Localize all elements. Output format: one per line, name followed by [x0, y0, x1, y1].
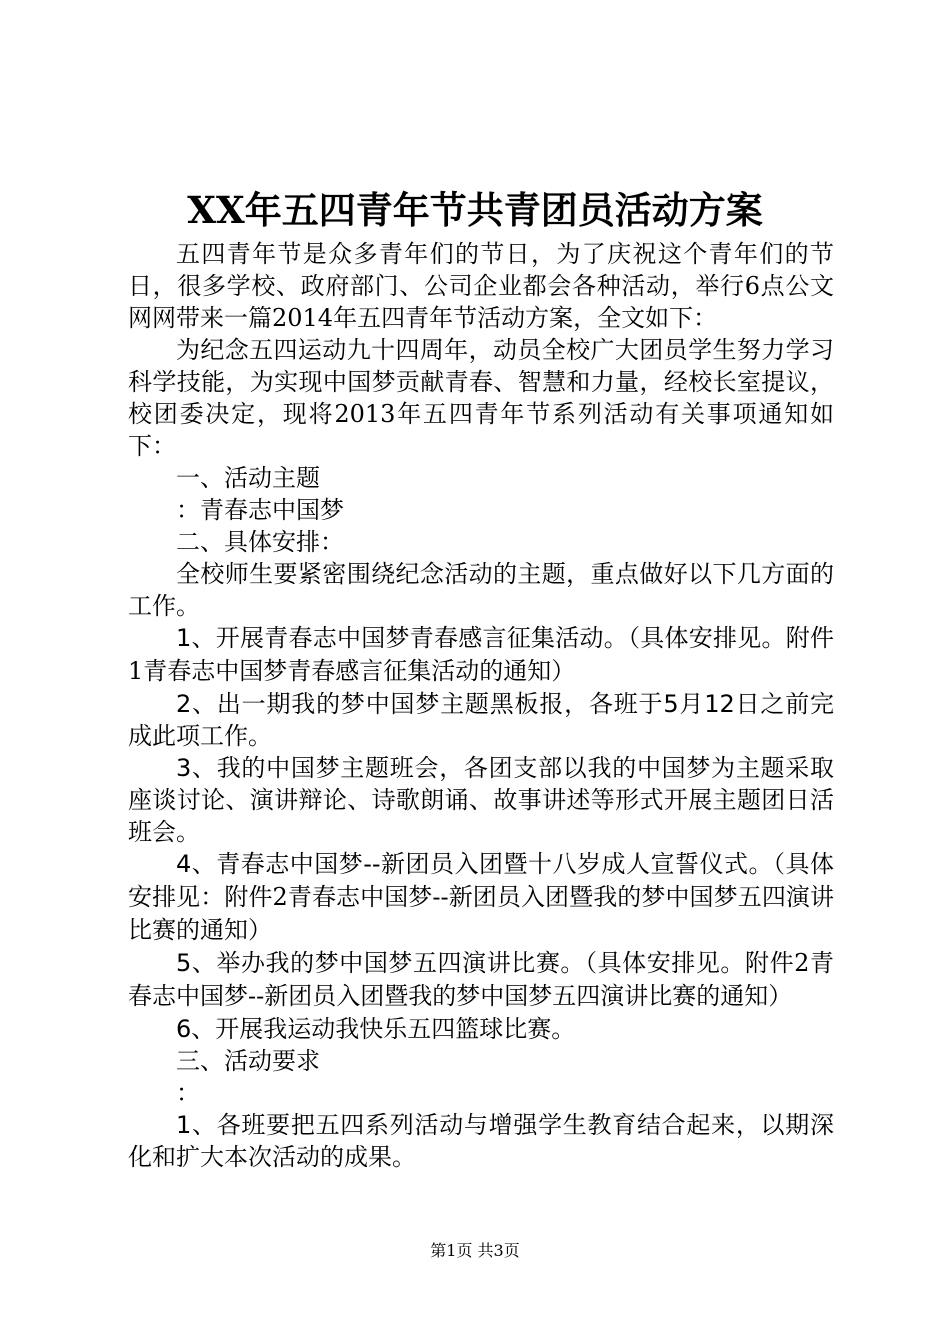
intro-paragraph: 五四青年节是众多青年们的节日，为了庆祝这个青年们的节日，很多学校、政府部门、公司企业都会各种活动，举行6点公文网网带来一篇2014年五四青年节活动方案，全文如下：	[128, 240, 834, 332]
requirement-item-1: 1、各班要把五四系列活动与增强学生教育结合起来，以期深化和扩大本次活动的成果。	[128, 1111, 834, 1171]
list-item-5-main: 5、举办我的梦中国梦五四演讲比赛。	[176, 949, 585, 977]
theme-text: ：青春志中国梦	[176, 496, 344, 524]
list-item-4-main: 4、青春志中国梦--新团员入团暨十八岁成人宣誓仪式。	[176, 850, 774, 878]
list-item-2: 2、出一期我的梦中国梦主题黑板报，各班于5月12日之前完成此项工作。	[128, 690, 834, 750]
list-item-6: 6、开展我运动我快乐五四篮球比赛。	[176, 1015, 576, 1043]
page-footer: 第1页 共3页	[430, 1241, 520, 1260]
arrangement-intro: 全校师生要紧密围绕纪念活动的主题，重点做好以下几方面的工作。	[128, 560, 834, 620]
document-title: XX年五四青年节共青团员活动方案	[187, 188, 763, 232]
list-item-1	[128, 622, 834, 688]
notice-paragraph: 为纪念五四运动九十四周年，动员全校广大团员学生努力学习科学技能，为实现中国梦贡献青春、智慧和力量，经校长室提议，校团委决定，现将2013年五四青年节系列活动有关事项通知如下：	[128, 336, 834, 460]
document-body	[128, 238, 834, 1173]
section-heading-arrangement: 二、具体安排：	[176, 528, 344, 556]
list-item-5	[128, 947, 834, 1013]
section-heading-requirements: 三、活动要求	[176, 1047, 320, 1075]
requirements-colon: ：	[176, 1079, 200, 1107]
list-item-4-note: （具体安排见：附件2青春志中国梦--新团员入团暨我的梦中国梦五四演讲比赛的通知）	[128, 850, 835, 944]
list-item-5-note: （具体安排见。附件2青春志中国梦--新团员入团暨我的梦中国梦五四演讲比赛的通知）	[128, 949, 834, 1010]
list-item-1-main: 1、开展青春志中国梦青春感言征集活动。	[176, 624, 628, 652]
list-item-3: 3、我的中国梦主题班会，各团支部以我的中国梦为主题采取座谈讨论、演讲辩论、诗歌朗诵、故事讲述等形式开展主题团日活班会。	[128, 754, 834, 846]
section-heading-theme: 一、活动主题	[176, 464, 320, 492]
list-item-4	[128, 848, 834, 947]
list-item-1-note: （具体安排见。附件1青春志中国梦青春感言征集活动的通知）	[128, 624, 834, 685]
